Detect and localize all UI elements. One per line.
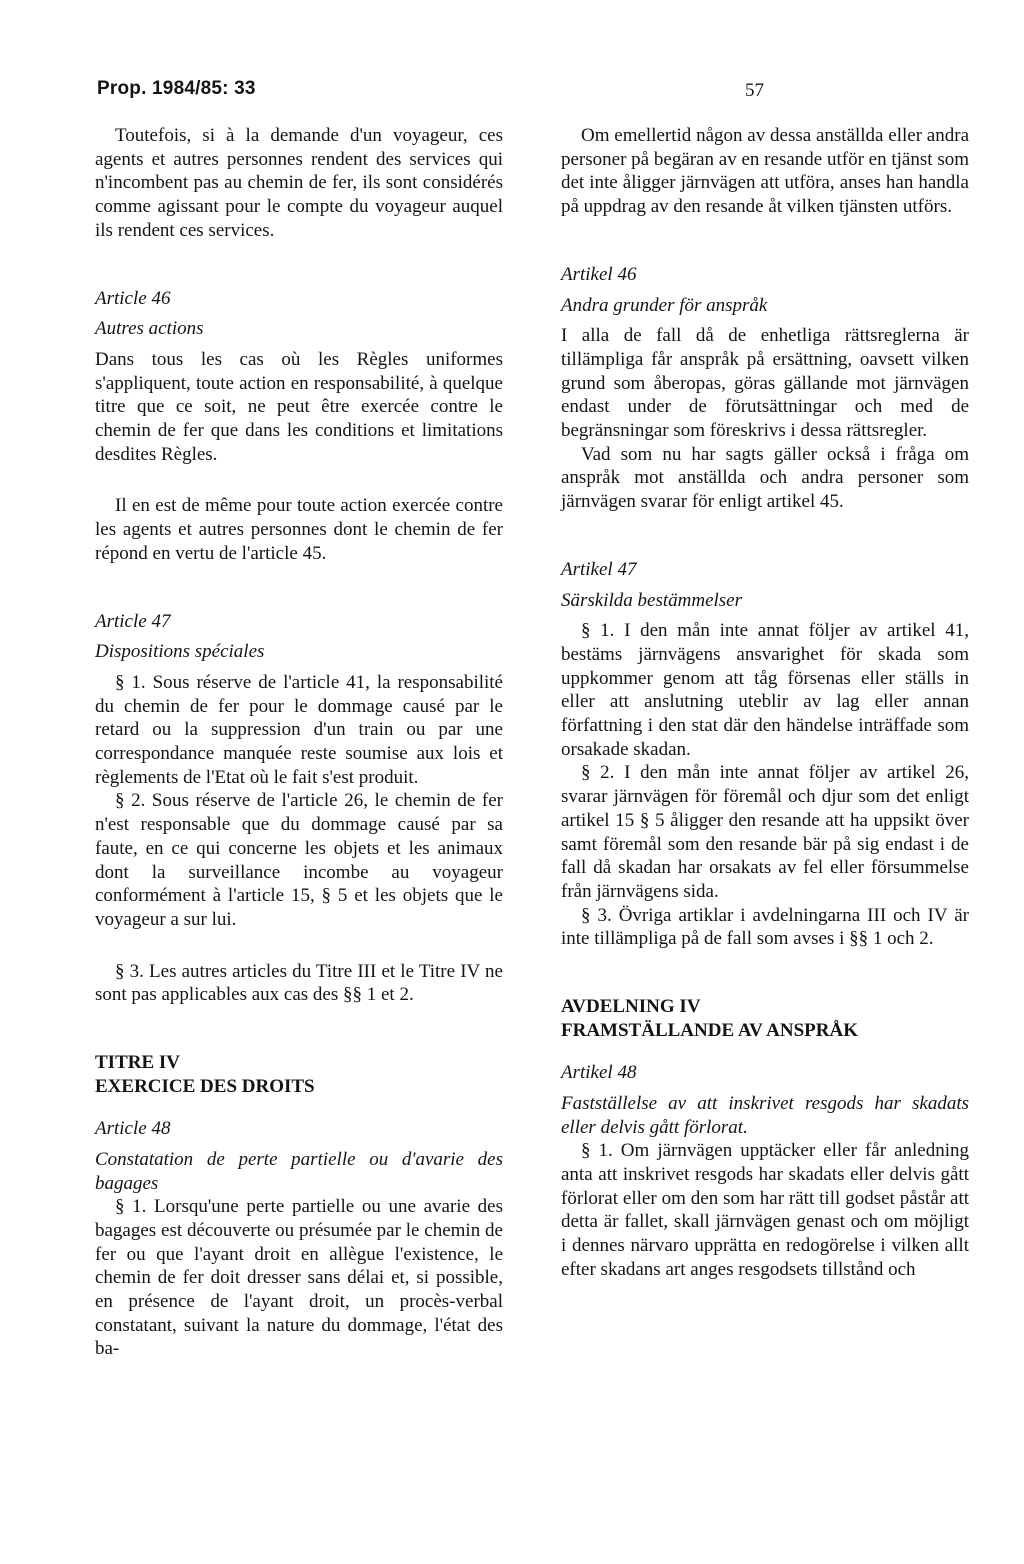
french-article-46-title: Autres actions xyxy=(95,318,204,340)
french-intro-paragraph: Toutefois, si à la demande d'un voyageur, ces agents et autres personnes rendent des services qui n'incombent pas au chemin de fer, ils sont considérés comme agissant pour le compte du voyageur auquel ils rendent ces services. xyxy=(95,125,503,241)
french-article-46-label: Article 46 xyxy=(95,287,171,309)
swedish-column xyxy=(561,124,969,1281)
french-article-48-label: Article 48 xyxy=(95,1118,171,1140)
swedish-article-47-paragraph-1: § 1. I den mån inte annat följer av artikel 41, bestäms järnvägens ansvarighet för skada som uppkommer genom att tåg försenas eller ställs in eller att anslutning uteblir av lag eller annan författning i den stat där den händelse inträffade som orsakade skadan. xyxy=(561,620,969,760)
french-article-47-label: Article 47 xyxy=(95,610,171,632)
swedish-article-46-title: Andra grunder för anspråk xyxy=(561,294,768,316)
french-column xyxy=(95,124,503,1361)
french-article-47-paragraph-3: § 3. Les autres articles du Titre III et le Titre IV ne sont pas applicables aux cas des §§ 1 et 2. xyxy=(95,960,503,1006)
swedish-article-48-title: Fastställelse av att inskrivet resgods har skadats eller delvis gått förlorat. xyxy=(561,1092,969,1138)
swedish-article-48-label: Artikel 48 xyxy=(561,1062,637,1084)
french-article-47-title: Dispositions spéciales xyxy=(95,641,265,663)
french-title-heading xyxy=(95,1051,503,1099)
swedish-article-46-paragraph-2: Vad som nu har sagts gäller också i fråga om anspråk mot anställda och andra personer som järnvägen svarar för enligt artikel 45. xyxy=(561,443,969,513)
document-reference: Prop. 1984/85: 33 xyxy=(97,78,256,99)
page-number: 57 xyxy=(745,80,764,101)
french-article-48-paragraph-1: § 1. Lorsqu'une perte partielle ou une avarie des bagages est découverte ou présumée par le chemin de fer ou que l'ayant droit en allègue l'existence, le chemin de fer doit dresser sans délai et, si possible, en présence de l'ayant droit, un procès-verbal constatant, suivant la nature du dommage, l'état des ba- xyxy=(95,1196,503,1360)
swedish-article-46-label: Artikel 46 xyxy=(561,263,637,285)
swedish-article-47-title: Särskilda bestämmelser xyxy=(561,589,743,611)
swedish-title-line-1: AVDELNING IV xyxy=(561,996,701,1018)
swedish-article-47-paragraph-2: § 2. I den mån inte annat följer av artikel 26, svarar järnvägen för föremål och djur som det enligt artikel 15 § 5 åligger den resande att ha uppsikt över samt föremål som den resande bär på sig endast i de fall då skadan har orsakats av fel eller försummelse från järnvägens sida. xyxy=(561,762,969,902)
swedish-article-47-paragraph-3: § 3. Övriga artiklar i avdelningarna III och IV är inte tillämpliga på de fall som avses i §§ 1 och 2. xyxy=(561,904,969,950)
swedish-title-line-2: FRAMSTÄLLANDE AV ANSPRÅK xyxy=(561,1020,859,1042)
swedish-intro-paragraph: Om emellertid någon av dessa anställda eller andra personer på begäran av en resande utför en tjänst som det inte åligger järnvägen att utföra, anses han handla på uppdrag av den resande åt vilken tjänsten utförs. xyxy=(561,125,969,218)
french-title-line-2: EXERCICE DES DROITS xyxy=(95,1076,315,1098)
french-article-46-paragraph-1: Dans tous les cas où les Règles uniformes s'appliquent, toute action en responsabilité, à quelque titre que ce soit, ne peut être exercée contre le chemin de fer que dans les conditions et limitations desdites Règles. xyxy=(95,348,503,465)
french-title-line-1: TITRE IV xyxy=(95,1052,180,1074)
swedish-article-48-paragraph-1: § 1. Om järnvägen upptäcker eller får anledning anta att inskrivet resgods har skadats eller delvis gått förlorat eller om den som har rätt till godset påstår att detta är fallet, skall järnvägen genast och om möjligt i dennes närvaro upprätta en redogörelse i vilken allt efter skadans art anges resgodsets tillstånd och xyxy=(561,1140,969,1280)
french-article-46-paragraph-2: Il en est de même pour toute action exercée contre les agents et autres personnes dont le chemin de fer répond en vertu de l'article 45. xyxy=(95,495,503,564)
french-article-48-title: Constatation de perte partielle ou d'avarie des bagages xyxy=(95,1148,503,1194)
swedish-article-46-paragraph-1: I alla de fall då de enhetliga rättsreglerna är tillämpliga får anspråk på ersättning, oavsett vilken grund som åberopas, göras gällande mot järnvägen endast under de förutsättningar och med de begränsningar som föreskrivs i dessa rättsregler. xyxy=(561,325,969,442)
swedish-title-heading xyxy=(561,995,969,1043)
swedish-article-47-label: Artikel 47 xyxy=(561,558,637,580)
french-article-47-paragraph-1: § 1. Sous réserve de l'article 41, la responsabilité du chemin de fer pour le dommage causé par le retard ou la suppression d'un train ou par une correspondance manquée reste soumise aux lois et règlements de l'Etat où le fait s'est produit. xyxy=(95,671,503,788)
french-article-47-paragraph-2: § 2. Sous réserve de l'article 26, le chemin de fer n'est responsable que du dommage causé par sa faute, en ce qui concerne les objets et les animaux dont la surveillance incombe au voyageur conformément à l'article 15, § 5 et les objets que le voyageur a sur lui. xyxy=(95,790,503,930)
